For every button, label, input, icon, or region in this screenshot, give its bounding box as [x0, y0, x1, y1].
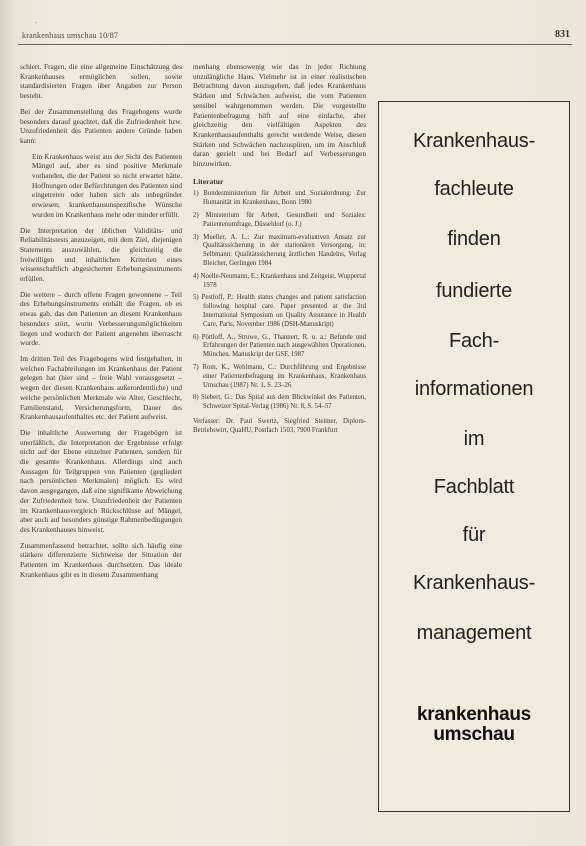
reference-item: 5) Pestloff, P.: Health status changes and patient satisfaction following hospital care. Paper presented at the 3rd International Symposium on Quality Assurance in Health Care, Paris, November 1986 (DSH-Manuskript) — [193, 294, 366, 328]
reference-item: 8) Siebert, G.: Das Spital aus dem Blickwinkel des Patienten, Schweizer Spital-Verlag (1986) Nr. 8, S. 54–57 — [193, 394, 366, 411]
paragraph: Im dritten Teil des Fragebogens wird festgehalten, in welchen Fachabteilungen im Krankenhaus der Patient gelegen hat (hier sind – freie Wahl vorausgesetzt – wegen der diesen Krankenhaus außerordentliche) und welche persönlichen Merkmale wie Alter, Geschlecht, Familienstand, Versicherungsform, Dauer des Krankenhausaufenthaltes etc. der Patient aufweist. — [20, 353, 182, 422]
paragraph: Die weitere – durch offene Fragen gewonnene – Teil des Erhebungsinstruments enthält die Fragen, ob es etwas gab, das den Patienten an diesem Krankenhaus besonders stört, worin Verbesserungsmöglichkeiten liegen und wodurch der Patient angenehm überrascht wurde. — [20, 289, 182, 348]
left-text-column — [20, 62, 182, 585]
ad-text-line: Fach- — [448, 330, 500, 352]
reference-item: 3) Mueller, A. L.: Zur maximum-evaluativen Ansatz zur Qualitätssicherung in der stationären Versorgung, in: Selbmann: Qualitätssicherung ärztlichen Handelns, Verlag Bleicher, Gerlingen 1984 — [193, 233, 366, 268]
literature-heading: Literatur — [193, 176, 224, 186]
middle-text-column — [193, 62, 366, 436]
ad-text-line: finden — [447, 228, 501, 250]
advertisement-box — [378, 101, 570, 812]
paragraph: Die Interpretation der üblichen Validitäts- und Reliabilitätstests anzuzeigen, mit dem Ziel, diejenigen Statements auszuwählen, die gleichzeitig die freiwilligen und inhaltlichen Kriterien eines wissenschaftlich abgesicherten Erhebungsinstruments erfüllen. — [20, 225, 182, 284]
ad-text-line: Fachblatt — [433, 476, 515, 498]
corner-mark: . — [35, 16, 37, 25]
ad-text-line: im — [463, 428, 485, 450]
running-head: krankenhaus umschau 10/87 — [22, 31, 119, 40]
logo-umschau: umschau — [433, 724, 515, 745]
paragraph: Bei der Zusammenstellung des Fragebogens wurde besonders darauf geachtet, daß die Zufriedenheit bzw. Unzufriedenheit des Patienten andere Gründe haben kann: — [20, 106, 182, 145]
reference-item: 2) Ministerium für Arbeit, Gesundheit und Soziales: Patientenumfrage, Düsseldorf (o. J.) — [193, 212, 366, 228]
ad-text-line: fachleute — [434, 178, 514, 200]
reference-item: 1) Bundesministerium für Arbeit und Sozialordnung: Zur Humanität im Krankenhaus, Bonn 1980 — [193, 190, 366, 207]
paragraph: Die inhaltliche Auswertung der Fragebögen ist unerläßlich, die Interpretation der Ergebnisse erfolgt nicht auf der Ebene einzelner Patienten, sondern für die gesamte Krankenhaus. Allerdings sind auch Aussagen für Teilgruppen von Patienten (gegliedert nach persönlichen Merkmalen) möglich. Es wird davon ausgegangen, daß eine signifikante Abweichung der Zufriedenheit bzw. Unzufriedenheit der Patienten im Krankenhausvergleich Rückschlüsse auf Mängel, aber auch auf besonders günstige Rahmenbedingungen des Krankenhauses hinweist. — [20, 427, 182, 534]
paragraph: Zusammenfassend betrachtet, sollte sich häufig eine stärkere differenzierte Sichtweise der Situation der Patienten im Krankenhaus durchsetzen. Das ideale Krankenhaus gibt es in diesem Zusammenhang — [20, 540, 182, 579]
ad-text-line: Krankenhaus- — [412, 130, 536, 152]
logo-krankenhaus: krankenhaus — [417, 704, 531, 725]
reference-item: 4) Noelle-Neumann, E.: Krankenhaus und Zeitgeist, Wuppertal 1978 — [193, 272, 366, 289]
paragraph: menhang ebensowenig wie das in jeder Richtung unzulängliche Haus. Vielmehr ist in einer realistischen Betrachtung davon auszugehen, daß jedes Krankenhaus Stärken und Schwächen aufweist, die vom Patienten sensibel wahrgenommen werden. Die vorgestellte Patientenbefragung hilft auf eine einfache, aber gleichzeitig den vielfältigen Aspekten des Krankenhausaufenthalts gerecht werdende Weise, diesen Stärken und Schwächen nachzuspüren, um im Anschluß daran gezielt und bei Bedarf auf Verbesserungen hinzuwirken. — [193, 62, 366, 169]
reference-item: 7) Rom, K., Wehlmann, C.: Durchführung und Ergebnisse einer Patientenbefragung im Krankenhaus, Krankenhaus Umschau (1987) Nr. 1, S. 23–26 — [193, 363, 366, 389]
ad-text-line: management — [416, 622, 532, 644]
reference-item: 6) Pöttloff, A., Struwe, G., Thannert, R. u. a.: Befunde und Erfahrungen der Patienten nach ausgewählten Operationen, München. Manuskript der GSF, 1987 — [193, 333, 366, 359]
page-number: 831 — [555, 29, 570, 40]
author-address: Verfasser: Dr. Paul Swertz, Siegfried Steimer, Diplom-Betriebswirt, QuaHU, Postfach 1503, 7900 Frankfurt — [193, 417, 366, 434]
ad-text-line: fundierte — [435, 280, 513, 302]
header-rule — [18, 44, 572, 45]
ad-text-line: Krankenhaus- — [412, 572, 536, 594]
paragraph: schiert. Fragen, die eine allgemeine Einschätzung des Krankenhauses ermöglichen sollen, sowie standardisierten Fragen über Angaben zur Person besteht. — [20, 62, 182, 101]
ad-text-line: informationen — [414, 378, 534, 400]
ad-text-line: für — [462, 524, 486, 546]
paragraph: Ein Krankenhaus weist aus der Sicht des Patienten Mängel auf, aber es sind positive Merkmale vorhanden, die der Patient so nicht erwartet hätte. Hoffnungen oder Befürchtungen des Patienten sind eingetreten oder haben sich als unbegründet erwiesen; krankenhausunspezifische Wünsche wurden im Krankenhaus mehr oder minder erfüllt. — [32, 151, 182, 219]
